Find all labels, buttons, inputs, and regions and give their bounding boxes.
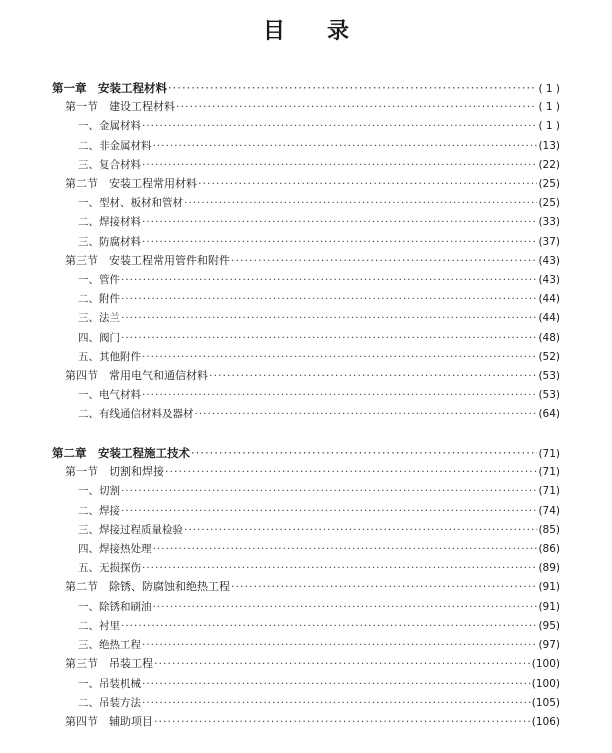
toc-entry-label: 一、切割 xyxy=(78,485,120,497)
toc-entry-item[interactable] xyxy=(78,694,560,712)
toc-entry-page: (95) xyxy=(538,620,560,632)
toc-entry-section[interactable] xyxy=(65,252,560,270)
toc-entry-label: 三、法兰 xyxy=(78,312,120,324)
toc-entry-page: ( 1 ) xyxy=(538,120,560,132)
toc-entry-page: (43) xyxy=(538,274,560,286)
toc-entry-item[interactable] xyxy=(78,213,560,231)
toc-leader-dots xyxy=(142,636,537,654)
toc-entry-page: (48) xyxy=(538,332,560,344)
toc-entry-item[interactable] xyxy=(78,521,560,539)
toc-leader-dots xyxy=(231,578,537,596)
toc-leader-dots xyxy=(198,175,537,193)
toc-entry-item[interactable] xyxy=(78,540,560,558)
toc-entry-label: 三、复合材料 xyxy=(78,159,141,171)
toc-entry-label: 五、无损探伤 xyxy=(78,562,141,574)
toc-leader-dots xyxy=(142,117,537,135)
toc-entry-item[interactable] xyxy=(78,156,560,174)
toc-entry-chapter[interactable] xyxy=(52,444,560,462)
toc-entry-page: (71) xyxy=(538,466,560,478)
toc-leader-dots xyxy=(121,271,537,289)
toc-leader-dots xyxy=(142,694,531,712)
toc-entry-label: 三、防腐材料 xyxy=(78,236,141,248)
toc-entry-page: (105) xyxy=(531,697,560,709)
toc-entry-item[interactable] xyxy=(78,559,560,577)
toc-entry-page: (74) xyxy=(538,505,560,517)
toc-entry-page: (53) xyxy=(538,389,560,401)
toc-leader-dots xyxy=(142,233,537,251)
toc-entry-label: 二、非金属材料 xyxy=(78,140,152,152)
toc-entry-page: ( 1 ) xyxy=(538,101,560,113)
toc-entry-label: 四、焊接热处理 xyxy=(78,543,152,555)
toc-entry-label: 五、其他附件 xyxy=(78,351,141,363)
toc-entry-page: (33) xyxy=(538,216,560,228)
toc-leader-dots xyxy=(142,348,537,366)
toc-entry-page: (44) xyxy=(538,312,560,324)
toc-entry-label: 二、焊接材料 xyxy=(78,216,141,228)
toc-entry-label: 第一节 切割和焊接 xyxy=(65,465,164,478)
toc-entry-page: (85) xyxy=(538,524,560,536)
toc-entry-label: 二、附件 xyxy=(78,293,120,305)
toc-entry-page: (37) xyxy=(538,236,560,248)
toc-entry-page: (52) xyxy=(538,351,560,363)
toc-entry-label: 第三节 吊装工程 xyxy=(65,657,153,670)
toc-entry-page: (97) xyxy=(538,639,560,651)
toc-leader-dots xyxy=(184,194,537,212)
toc-leader-dots xyxy=(195,405,538,423)
toc-entry-label: 一、金属材料 xyxy=(78,120,141,132)
toc-entry-page: (106) xyxy=(531,716,560,728)
toc-entry-label: 一、吊装机械 xyxy=(78,678,141,690)
toc-entry-item[interactable] xyxy=(78,290,560,308)
toc-entry-label: 三、绝热工程 xyxy=(78,639,141,651)
toc-leader-dots xyxy=(142,213,537,231)
toc-entry-item[interactable] xyxy=(78,598,560,616)
toc-entry-label: 一、型材、板材和管材 xyxy=(78,197,183,209)
toc-entry-page: (91) xyxy=(538,581,560,593)
toc-entry-label: 一、管件 xyxy=(78,274,120,286)
toc-entry-page: (53) xyxy=(538,370,560,382)
toc-leader-dots xyxy=(142,675,531,693)
toc-entry-label: 第四节 辅助项目 xyxy=(65,715,153,728)
toc-leader-dots xyxy=(153,540,538,558)
toc-entry-item[interactable] xyxy=(78,194,560,212)
toc-entry-chapter[interactable] xyxy=(52,79,560,97)
toc-entry-section[interactable] xyxy=(65,713,560,731)
toc-entry-page: (13) xyxy=(538,140,560,152)
toc-entry-page: (71) xyxy=(538,485,560,497)
toc-entry-label: 二、有线通信材料及器材 xyxy=(78,408,194,420)
toc-leader-dots xyxy=(176,98,537,116)
toc-leader-dots xyxy=(142,559,537,577)
toc-entry-section[interactable] xyxy=(65,367,560,385)
toc-entry-label: 四、阀门 xyxy=(78,332,120,344)
toc-leader-dots xyxy=(153,598,538,616)
toc-entry-item[interactable] xyxy=(78,405,560,423)
title-char-1: 目 xyxy=(262,19,285,44)
toc-leader-dots xyxy=(154,713,531,731)
toc-entry-label: 第一章 安装工程材料 xyxy=(52,81,167,95)
toc-entry-item[interactable] xyxy=(78,329,560,347)
toc-entry-item[interactable] xyxy=(78,482,560,500)
toc-entry-page: (91) xyxy=(538,601,560,613)
title-char-2: 录 xyxy=(327,19,350,44)
toc-leader-dots xyxy=(168,79,537,97)
toc-entry-item[interactable] xyxy=(78,636,560,654)
toc-entry-page: (100) xyxy=(531,678,560,690)
toc-leader-dots xyxy=(154,655,531,673)
toc-leader-dots xyxy=(121,482,537,500)
toc-entry-label: 二、焊接 xyxy=(78,505,120,517)
toc-entry-page: (25) xyxy=(538,197,560,209)
toc-entry-label: 第二节 安装工程常用材料 xyxy=(65,177,197,190)
toc-leader-dots xyxy=(142,386,537,404)
toc-entry-page: (44) xyxy=(538,293,560,305)
toc-entry-page: (71) xyxy=(538,448,560,460)
toc-leader-dots xyxy=(231,252,537,270)
toc-entry-page: (86) xyxy=(538,543,560,555)
toc-entry-section[interactable] xyxy=(65,98,560,116)
toc-leader-dots xyxy=(153,137,538,155)
toc-entry-label: 第二章 安装工程施工技术 xyxy=(52,446,190,460)
toc-entry-page: (100) xyxy=(531,658,560,670)
toc-entry-item[interactable] xyxy=(78,117,560,135)
toc-entry-label: 一、电气材料 xyxy=(78,389,141,401)
toc-leader-dots xyxy=(165,463,537,481)
toc-entry-label: 第四节 常用电气和通信材料 xyxy=(65,369,208,382)
toc-leader-dots xyxy=(121,329,537,347)
toc-entry-section[interactable] xyxy=(65,578,560,596)
toc-entry-item[interactable] xyxy=(78,137,560,155)
toc-entry-section[interactable] xyxy=(65,463,560,481)
toc-entry-page: (43) xyxy=(538,255,560,267)
toc-leader-dots xyxy=(191,444,537,462)
toc-entry-item[interactable] xyxy=(78,309,560,327)
toc-entry-page: (89) xyxy=(538,562,560,574)
toc-entry-item[interactable] xyxy=(78,233,560,251)
toc-entry-item[interactable] xyxy=(78,348,560,366)
toc-entry-item[interactable] xyxy=(78,502,560,520)
toc-leader-dots xyxy=(184,521,537,539)
toc-leader-dots xyxy=(121,290,537,308)
toc-leader-dots xyxy=(121,502,537,520)
page-title xyxy=(0,14,612,45)
toc-entry-page: (64) xyxy=(538,408,560,420)
toc-entry-item[interactable] xyxy=(78,675,560,693)
toc-leader-dots xyxy=(209,367,537,385)
toc-entry-label: 二、吊装方法 xyxy=(78,697,141,709)
toc-entry-section[interactable] xyxy=(65,655,560,673)
toc-entry-label: 第二节 除锈、防腐蚀和绝热工程 xyxy=(65,580,230,593)
toc-leader-dots xyxy=(121,617,537,635)
toc-entry-section[interactable] xyxy=(65,175,560,193)
toc-entry-label: 第一节 建设工程材料 xyxy=(65,100,175,113)
toc-entry-item[interactable] xyxy=(78,271,560,289)
toc-entry-page: (25) xyxy=(538,178,560,190)
toc-entry-label: 三、焊接过程质量检验 xyxy=(78,524,183,536)
toc-leader-dots xyxy=(142,156,537,174)
toc-entry-page: ( 1 ) xyxy=(538,83,560,95)
toc-entry-label: 第三节 安装工程常用管件和附件 xyxy=(65,254,230,267)
toc-entry-item[interactable] xyxy=(78,617,560,635)
toc-entry-label: 一、除锈和刷油 xyxy=(78,601,152,613)
toc-entry-label: 二、衬里 xyxy=(78,620,120,632)
toc-entry-page: (22) xyxy=(538,159,560,171)
toc-entry-item[interactable] xyxy=(78,386,560,404)
toc-leader-dots xyxy=(121,309,537,327)
